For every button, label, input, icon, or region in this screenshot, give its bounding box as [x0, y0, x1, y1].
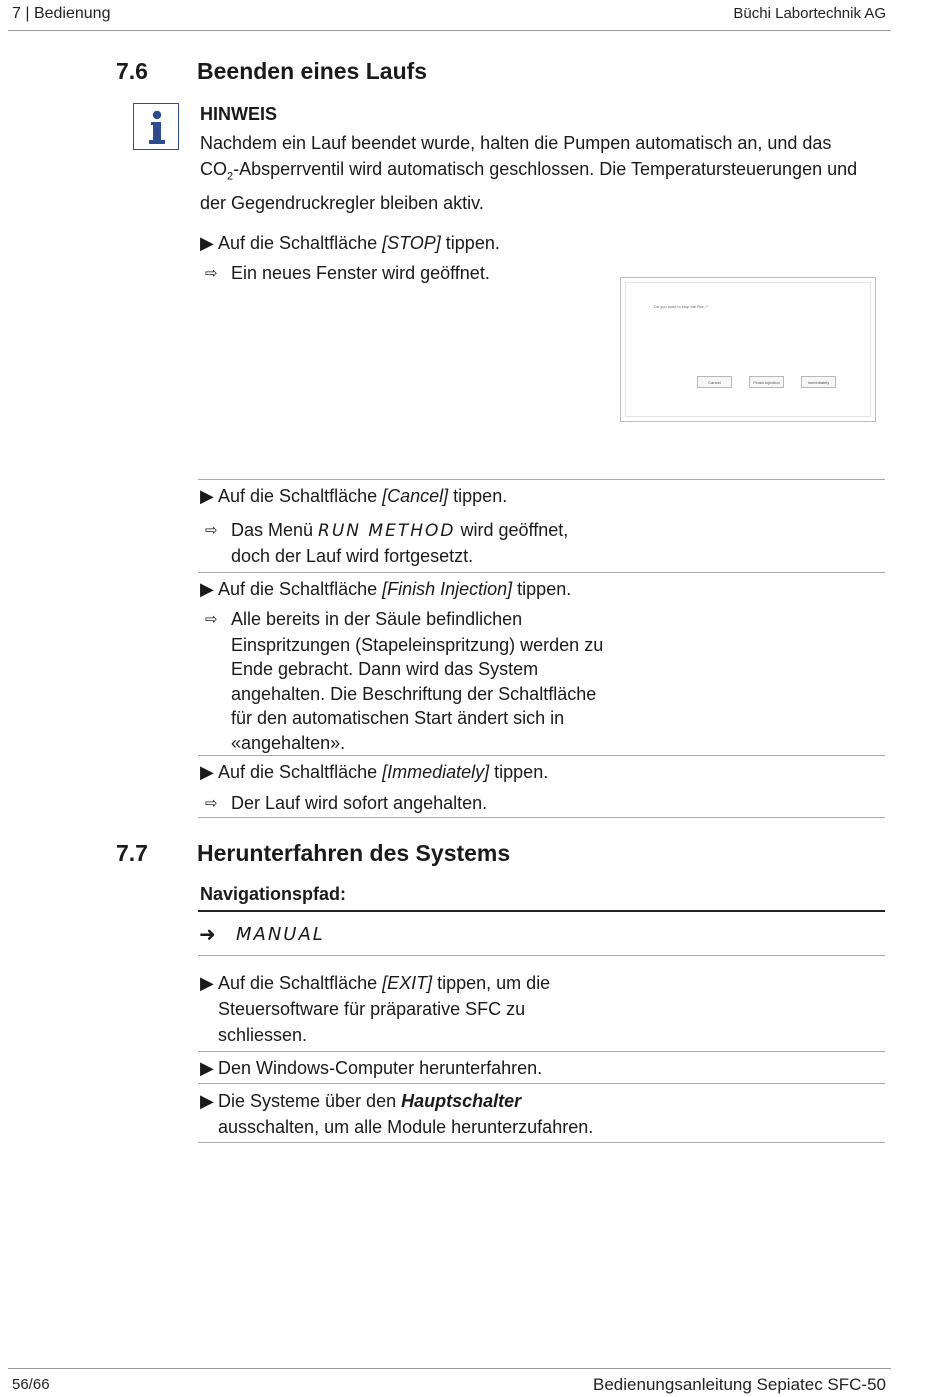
result-finish-injection: ⇨ Alle bereits in der Säule befindlichen Einspritzungen (Stapeleinspritzung) werden zu Ende gebracht. Dann wird das System angehalten. Die Beschriftung der Schaltfläche für den automatischen Start ändert sich in «angehalten». — [205, 609, 604, 753]
info-icon — [133, 103, 179, 150]
navigation-path-label: Navigationspfad: — [200, 884, 347, 904]
result-arrow-icon: ⇨ — [205, 265, 218, 282]
step-shutdown-windows: ▶ Den Windows-Computer herunterfahren. — [200, 1058, 543, 1078]
nav-path-manual: MANUAL — [236, 924, 325, 945]
divider — [198, 572, 885, 573]
step-stop: ▶ Auf die Schaltfläche [STOP] tippen. — [200, 231, 500, 256]
section-title: Herunterfahren des Systems — [197, 840, 511, 866]
divider — [198, 1083, 885, 1084]
step-exit: ▶ Auf die Schaltfläche [EXIT] tippen, um die Steuersoftware für präparative SFC zu schliessen. — [200, 973, 551, 1045]
divider — [198, 955, 885, 956]
nav-arrow-icon: ➜ — [199, 924, 216, 946]
divider — [198, 1051, 885, 1052]
step-finish-injection: ▶ Auf die Schaltfläche [Finish Injection] tippen. — [200, 579, 572, 599]
footer-divider — [8, 1368, 891, 1369]
step-immediately: ▶ Auf die Schaltfläche [Immediately] tippen. — [200, 762, 549, 782]
dialog-question: Do you want to stop the Run ? — [654, 304, 708, 309]
section-number: 7.7 — [116, 840, 148, 866]
triangle-bullet-icon: ▶ — [200, 233, 214, 253]
divider — [198, 910, 885, 912]
dialog-immediately-button[interactable]: Immediately — [801, 376, 836, 388]
divider — [198, 1142, 885, 1143]
dialog-finish-injection-button[interactable]: Finish Injection — [749, 376, 784, 388]
result-immediately: ⇨ Der Lauf wird sofort angehalten. — [205, 793, 488, 813]
step-main-switch: ▶ Die Systeme über den Hauptschalter ausschalten, um alle Module herunterzufahren. — [200, 1091, 594, 1137]
divider — [198, 755, 885, 756]
divider — [198, 817, 885, 818]
section-title: Beenden eines Laufs — [197, 58, 428, 84]
section-number: 7.6 — [116, 58, 148, 84]
document-title: Bedienungsanleitung Sepiatec SFC-50 — [593, 1375, 886, 1394]
dialog-cancel-button[interactable]: Cancel — [697, 376, 732, 388]
result-new-window: ⇨ Ein neues Fenster wird geöffnet. — [205, 261, 490, 287]
menu-name: RUN METHOD — [318, 521, 456, 541]
result-cancel: ⇨ Das Menü RUN METHOD wird geöffnet, doch der Lauf wird fortgesetzt. — [205, 520, 569, 566]
header-company: Büchi Labortechnik AG — [733, 5, 886, 22]
notice-title: HINWEIS — [200, 104, 278, 124]
notice-text: Nachdem ein Lauf beendet wurde, halten die Pumpen automatisch an, und das $CO_2$-Absperrventil wird automatisch geschlossen. Die Temperatursteuerungen und der Gegendruckregler bleiben aktiv. — [200, 133, 858, 213]
dialog-screenshot — [620, 277, 876, 422]
step-cancel: ▶ Auf die Schaltfläche [Cancel] tippen. — [200, 486, 508, 506]
page-number: 56/66 — [12, 1376, 50, 1393]
header-chapter: 7 | Bedienung — [12, 5, 111, 22]
divider — [198, 479, 885, 480]
header-divider — [8, 30, 891, 31]
